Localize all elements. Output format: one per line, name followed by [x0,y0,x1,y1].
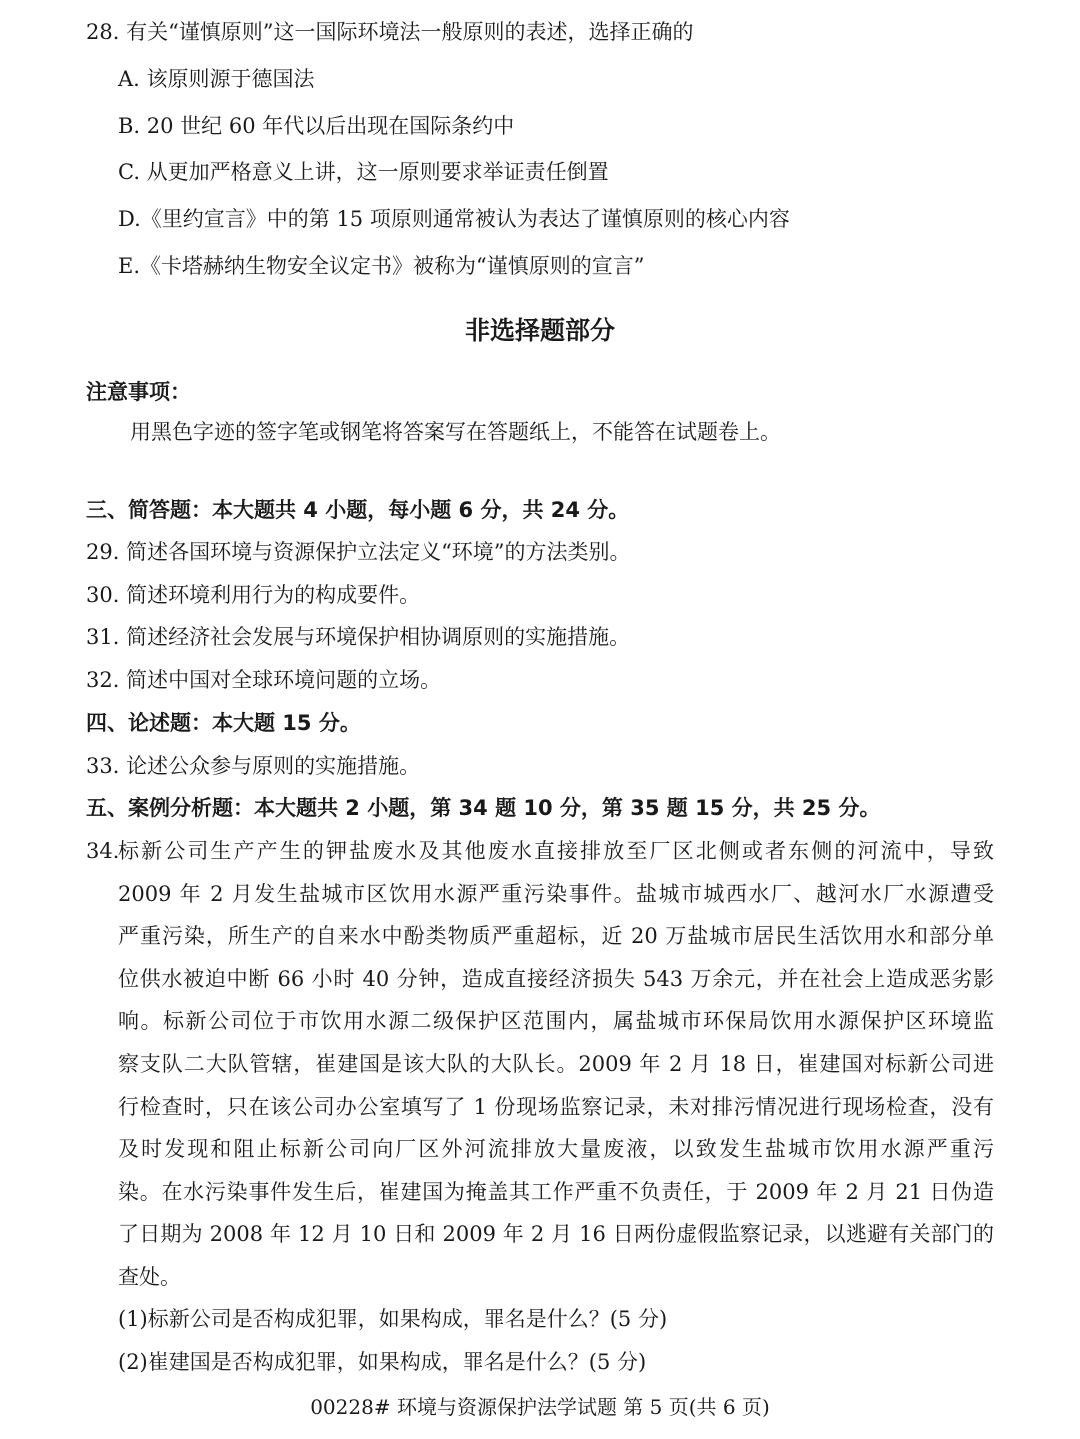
question-34-number: 34. [86,839,120,863]
case-line: 位供水被迫中断 66 小时 40 分钟，造成直接经济损失 543 万余元，并在社会上造成恶劣影 [118,966,994,991]
case-line: 标新公司生产产生的钾盐废水及其他废水直接排放至厂区北侧或者东侧的河流中，导致 [118,839,994,863]
notice-heading: 注意事项： [86,380,191,404]
case-line: 察支队二大队管辖，崔建国是该大队的大队长。2009 年 2 月 18 日，崔建国对标新公司进 [118,1051,994,1076]
page-footer: 00228# 环境与资源保护法学试题 第 5 页(共 6 页) [310,1395,770,1419]
question-32: 32. 简述中国对全球环境问题的立场。 [86,668,442,692]
question-34-sub-1: (1)标新公司是否构成犯罪，如果构成，罪名是什么？(5 分) [118,1307,668,1331]
notice-text: 用黑色字迹的签字笔或钢笔将答案写在答题纸上，不能答在试题卷上。 [130,420,781,444]
part4-heading: 四、论述题：本大题 15 分。 [86,711,361,735]
part5-heading: 五、案例分析题：本大题共 2 小题，第 34 题 10 分，第 35 题 15 分，共 25 分。 [86,796,881,820]
question-28-option-e: E.《卡塔赫纳生物安全议定书》被称为“谨慎原则的宣言” [118,254,645,278]
case-line: 响。标新公司位于市饮用水源二级保护区范围内，属盐城市环保局饮用水源保护区环境监 [118,1009,994,1034]
case-line: 了日期为 2008 年 12 月 10 日和 2009 年 2 月 16 日两份虚假监察记录，以逃避有关部门的 [118,1222,994,1247]
question-30: 30. 简述环境利用行为的构成要件。 [86,583,421,607]
case-line: 严重污染，所生产的自来水中酚类物质严重超标，近 20 万盐城市居民生活饮用水和部分单 [118,924,994,949]
question-31: 31. 简述经济社会发展与环境保护相协调原则的实施措施。 [86,625,631,649]
case-line: 2009 年 2 月发生盐城市区饮用水源严重污染事件。盐城市城西水厂、越河水厂水源遭受 [118,881,994,906]
case-line: 及时发现和阻止标新公司向厂区外河流排放大量废液，以致发生盐城市饮用水源严重污 [118,1137,994,1162]
question-28-stem: 28. 有关“谨慎原则”这一国际环境法一般原则的表述，选择正确的 [86,20,694,44]
case-line: 查处。 [118,1264,181,1289]
question-34-sub-2: (2)崔建国是否构成犯罪，如果构成，罪名是什么？(5 分) [118,1350,647,1374]
question-28-option-c: C. 从更加严格意义上讲，这一原则要求举证责任倒置 [118,160,609,184]
question-34-case-text [118,830,994,1299]
question-28-option-a: A. 该原则源于德国法 [118,67,315,91]
question-33: 33. 论述公众参与原则的实施措施。 [86,754,421,778]
section-title: 非选择题部分 [464,316,615,345]
question-28-option-d: D.《里约宣言》中的第 15 项原则通常被认为表达了谨慎原则的核心内容 [118,207,790,231]
part3-heading: 三、简答题：本大题共 4 小题，每小题 6 分，共 24 分。 [86,498,630,522]
case-line: 行检查时，只在该公司办公室填写了 1 份现场监察记录，未对排污情况进行现场检查，没有 [118,1094,994,1119]
case-line: 染。在水污染事件发生后，崔建国为掩盖其工作严重不负责任，于 2009 年 2 月 21 日伪造 [118,1179,994,1204]
question-28-option-b: B. 20 世纪 60 年代以后出现在国际条约中 [118,114,515,138]
question-29: 29. 简述各国环境与资源保护立法定义“环境”的方法类别。 [86,540,631,564]
